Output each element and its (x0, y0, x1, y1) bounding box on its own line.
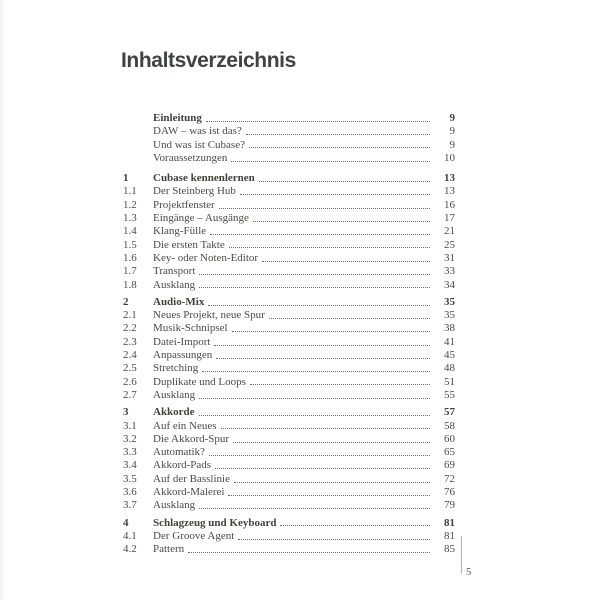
toc-entry (123, 473, 455, 486)
toc-entry-label: Akkord-Pads (153, 459, 212, 472)
dot-leader (214, 345, 430, 346)
toc-entry (123, 389, 455, 402)
toc-entry-label: Neues Projekt, neue Spur (153, 309, 265, 322)
toc-entry-page-number: 16 (444, 198, 455, 211)
toc-section (123, 517, 455, 557)
toc-entry-page-number: 72 (444, 472, 455, 485)
dot-leader (250, 384, 430, 385)
toc-entry-number: 3.2 (123, 432, 137, 445)
toc-entry-label: Musik-Schnipsel (153, 322, 228, 335)
dot-leader (249, 147, 430, 148)
toc-entry-label: Datei-Import (153, 335, 211, 348)
toc-entry-page-number: 21 (444, 225, 455, 238)
toc-entry-page-number: 57 (444, 406, 455, 419)
toc-entry-number: 1 (123, 172, 129, 185)
toc-entry-number: 4 (123, 516, 129, 529)
toc-section (123, 406, 455, 512)
toc-entry (123, 172, 455, 185)
toc-entry-page-number: 17 (444, 212, 455, 225)
toc-entry-number: 2.1 (123, 309, 137, 322)
table-of-contents (123, 112, 455, 561)
dot-leader (209, 455, 430, 456)
toc-entry-number: 3.1 (123, 419, 137, 432)
toc-entry (123, 486, 455, 499)
toc-entry-page-number: 38 (444, 322, 455, 335)
toc-entry-page-number: 45 (444, 349, 455, 362)
dot-leader (233, 442, 430, 443)
toc-entry-label: Akkord-Malerei (153, 486, 225, 499)
toc-entry-label: Anpassungen (153, 349, 213, 362)
toc-entry (123, 420, 455, 433)
toc-entry-label: Voraussetzungen (153, 151, 228, 164)
dot-leader (208, 305, 430, 306)
toc-entry-number: 4.2 (123, 543, 137, 556)
toc-entry-number: 2.3 (123, 335, 137, 348)
dot-leader (199, 415, 430, 416)
toc-entry (123, 185, 455, 198)
toc-entry-number: 4.1 (123, 529, 137, 542)
toc-entry-label: Pattern (153, 543, 185, 556)
dot-leader (259, 181, 430, 182)
dot-leader (199, 508, 430, 509)
toc-entry-page-number: 9 (449, 138, 455, 151)
toc-entry-page-number: 25 (444, 238, 455, 251)
toc-entry-page-number: 10 (444, 151, 455, 164)
dot-leader (202, 371, 430, 372)
toc-entry-label: Ausklang (153, 388, 196, 401)
toc-entry-number: 3 (123, 406, 129, 419)
toc-entry (123, 265, 455, 278)
dot-leader (221, 428, 430, 429)
toc-entry-page-number: 69 (444, 459, 455, 472)
toc-entry-number: 3.6 (123, 486, 137, 499)
dot-leader (246, 134, 430, 135)
toc-entry-label: Key- oder Noten-Editor (153, 251, 259, 264)
toc-entry (123, 376, 455, 389)
dot-leader (199, 274, 430, 275)
toc-entry-label: DAW – was ist das? (153, 125, 242, 138)
toc-entry-label: Stretching (153, 362, 199, 375)
footer-rule (461, 536, 462, 574)
toc-entry-number: 2.5 (123, 362, 137, 375)
toc-entry-number: 3.3 (123, 446, 137, 459)
toc-entry-page-number: 35 (444, 295, 455, 308)
toc-entry-label: Die ersten Takte (153, 238, 225, 251)
dot-leader (262, 261, 430, 262)
toc-entry (123, 112, 455, 125)
toc-entry-page-number: 13 (444, 185, 455, 198)
dot-leader (206, 121, 430, 122)
toc-entry-label: Der Steinberg Hub (153, 185, 236, 198)
toc-entry (123, 309, 455, 322)
toc-entry (123, 446, 455, 459)
toc-entry-page-number: 35 (444, 309, 455, 322)
dot-leader (219, 208, 430, 209)
toc-entry-label: Einleitung (153, 112, 202, 124)
toc-entry-number: 2.7 (123, 388, 137, 401)
toc-entry-page-number: 58 (444, 419, 455, 432)
toc-section (123, 296, 455, 402)
dot-leader (228, 495, 430, 496)
toc-entry (123, 517, 455, 530)
toc-entry-label: Projektfenster (153, 198, 215, 211)
toc-entry-number: 1.8 (123, 278, 137, 291)
dot-leader (280, 525, 430, 526)
toc-entry-page-number: 31 (444, 251, 455, 264)
toc-entry-label: Cubase kennenlernen (153, 172, 255, 185)
toc-entry-page-number: 13 (444, 172, 455, 185)
toc-entry-label: Klang-Fülle (153, 225, 207, 238)
toc-entry-page-number: 65 (444, 446, 455, 459)
toc-entry (123, 139, 455, 152)
toc-entry-label: Audio-Mix (153, 295, 205, 308)
toc-entry-label: Schlagzeug und Keyboard (153, 516, 277, 529)
toc-entry-number: 2.2 (123, 322, 137, 335)
dot-leader (231, 161, 430, 162)
dot-leader (215, 468, 430, 469)
toc-entry (123, 199, 455, 212)
toc-entry (123, 125, 455, 138)
toc-entry-page-number: 81 (444, 529, 455, 542)
toc-entry (123, 459, 455, 472)
toc-section (123, 112, 455, 165)
toc-entry-label: Die Akkord-Spur (153, 432, 230, 445)
toc-entry (123, 336, 455, 349)
toc-entry-label: Automatik? (153, 446, 205, 459)
dot-leader (199, 287, 430, 288)
toc-entry-page-number: 51 (444, 375, 455, 388)
toc-entry (123, 406, 455, 419)
toc-section (123, 172, 455, 292)
dot-leader (216, 358, 430, 359)
toc-entry (123, 239, 455, 252)
toc-entry-label: Eingänge – Ausgänge (153, 212, 249, 225)
toc-entry-page-number: 9 (449, 112, 455, 124)
toc-entry (123, 433, 455, 446)
toc-entry (123, 296, 455, 309)
toc-entry (123, 225, 455, 238)
toc-entry-page-number: 79 (444, 499, 455, 512)
toc-entry-number: 1.2 (123, 198, 137, 211)
toc-entry-number: 3.5 (123, 472, 137, 485)
toc-entry-page-number: 34 (444, 278, 455, 291)
toc-entry-label: Auf der Basslinie (153, 472, 230, 485)
toc-entry-page-number: 85 (444, 543, 455, 556)
toc-entry-page-number: 81 (444, 516, 455, 529)
toc-entry-page-number: 48 (444, 362, 455, 375)
toc-entry (123, 362, 455, 375)
toc-entry-number: 2 (123, 295, 129, 308)
toc-entry (123, 279, 455, 292)
toc-entry-label: Auf ein Neues (153, 419, 217, 432)
toc-entry-page-number: 41 (444, 335, 455, 348)
toc-entry (123, 543, 455, 556)
toc-entry-label: Und was ist Cubase? (153, 138, 245, 151)
toc-entry-number: 1.5 (123, 238, 137, 251)
toc-entry-page-number: 76 (444, 486, 455, 499)
dot-leader (188, 552, 430, 553)
toc-entry (123, 152, 455, 165)
toc-entry-number: 3.7 (123, 499, 137, 512)
toc-entry-page-number: 33 (444, 265, 455, 278)
toc-entry (123, 499, 455, 512)
toc-entry (123, 349, 455, 362)
toc-entry-label: Der Groove Agent (153, 529, 235, 542)
toc-entry (123, 252, 455, 265)
page-title: Inhaltsverzeichnis (121, 49, 296, 72)
toc-entry-label: Ausklang (153, 499, 196, 512)
toc-entry-label: Ausklang (153, 278, 196, 291)
toc-entry-label: Akkorde (153, 406, 195, 419)
dot-leader (210, 234, 430, 235)
toc-entry (123, 212, 455, 225)
toc-entry-label: Duplikate und Loops (153, 375, 246, 388)
dot-leader (269, 318, 430, 319)
toc-entry-label: Transport (153, 265, 196, 278)
dot-leader (240, 194, 430, 195)
toc-entry-page-number: 60 (444, 432, 455, 445)
toc-entry-number: 1.3 (123, 212, 137, 225)
dot-leader (232, 331, 430, 332)
toc-entry-number: 1.6 (123, 251, 137, 264)
toc-entry-number: 2.4 (123, 349, 137, 362)
toc-entry (123, 322, 455, 335)
dot-leader (234, 482, 430, 483)
dot-leader (229, 247, 430, 248)
toc-entry-number: 2.6 (123, 375, 137, 388)
toc-entry-page-number: 55 (444, 388, 455, 401)
toc-entry-number: 3.4 (123, 459, 137, 472)
dot-leader (253, 221, 430, 222)
toc-entry-page-number: 9 (449, 125, 455, 138)
toc-entry-number: 1.7 (123, 265, 137, 278)
dot-leader (238, 539, 430, 540)
toc-entry (123, 530, 455, 543)
dot-leader (199, 398, 430, 399)
toc-entry-number: 1.4 (123, 225, 137, 238)
footer-page-number: 5 (466, 567, 472, 578)
toc-entry-number: 1.1 (123, 185, 137, 198)
